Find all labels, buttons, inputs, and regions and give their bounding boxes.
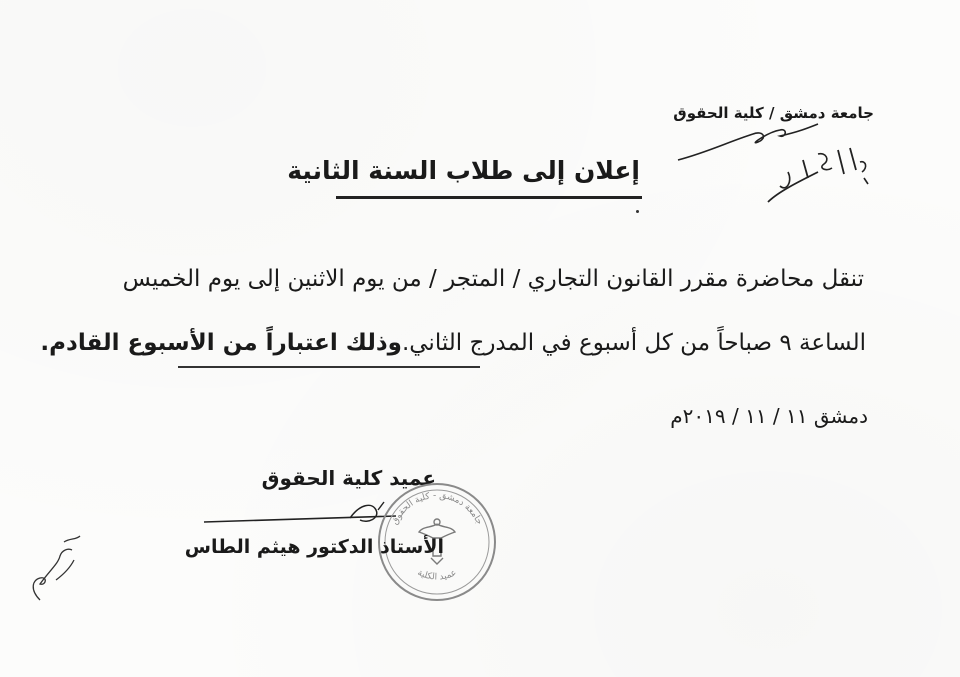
signatory-name: الأستاذ الدكتور هيثم الطاس bbox=[184, 536, 444, 558]
signatory-title: عميد كلية الحقوق bbox=[261, 466, 436, 490]
body-line-2 bbox=[40, 330, 866, 356]
margin-handwriting bbox=[10, 520, 90, 610]
title-underline bbox=[336, 196, 642, 199]
emphasis-underline bbox=[178, 366, 480, 368]
dean-signature bbox=[200, 496, 400, 536]
body-line-2-text: الساعة ٩ صباحاً من كل أسبوع في المدرج الثاني. bbox=[401, 330, 866, 356]
stamp-text-outer: جامعة دمشق - كلية الحقوق bbox=[389, 490, 485, 527]
handwritten-annotation bbox=[668, 112, 878, 222]
ink-dot bbox=[636, 210, 639, 213]
svg-text:عميد الكلية bbox=[416, 568, 459, 583]
svg-text:جامعة دمشق - كلية الحقوق bbox=[390, 491, 484, 527]
organization-header: جامعة دمشق / كلية الحقوق bbox=[673, 104, 874, 122]
document-date: دمشق ١١ / ١١ / ٢٠١٩م bbox=[670, 404, 868, 428]
stamp-text-bottom: عميد الكلية bbox=[415, 567, 459, 583]
body-line-2-bold: وذلك اعتباراً من الأسبوع القادم. bbox=[40, 330, 402, 356]
body-line-1: تنقل محاضرة مقرر القانون التجاري / المتجر / من يوم الاثنين إلى يوم الخميس bbox=[122, 266, 864, 292]
announcement-title: إعلان إلى طلاب السنة الثانية bbox=[287, 156, 640, 185]
